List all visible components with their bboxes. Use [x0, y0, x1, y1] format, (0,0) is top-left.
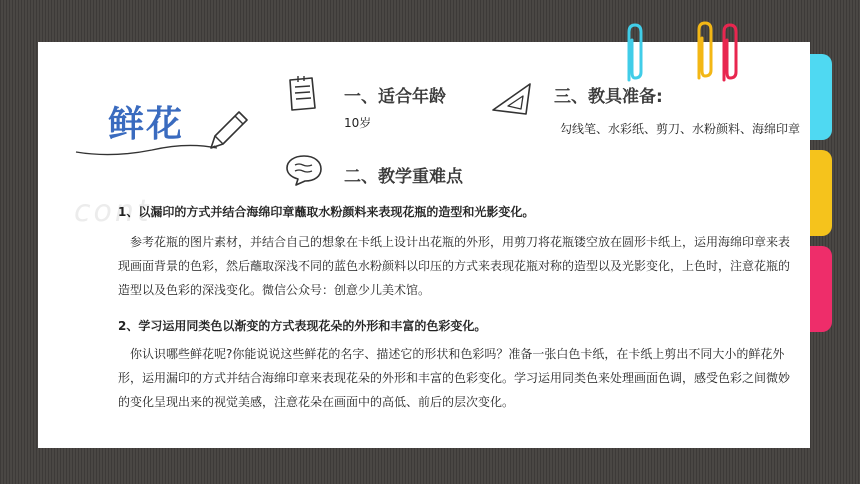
paperclip-icon: [622, 22, 648, 84]
page-title: 鲜花: [108, 104, 185, 145]
watermark-text: cont: [74, 194, 152, 229]
section3-heading: 三、教具准备:: [554, 87, 663, 107]
point2-title: 2、学习运用同类色以渐变的方式表现花朵的外形和丰富的色彩变化。: [118, 319, 487, 333]
pencil-icon: [205, 108, 249, 154]
paperclip-icon: [717, 22, 743, 84]
point1-title: 1、以漏印的方式并结合海绵印章蘸取水粉颜料来表现花瓶的造型和光影变化。: [118, 205, 535, 219]
section3-value: 勾线笔、水彩纸、剪刀、水粉颜料、海绵印章: [560, 122, 801, 136]
point2-body: 你认识哪些鲜花呢?你能说说这些鲜花的名字、描述它的形状和色彩吗？准备一张白色卡纸，在卡纸上剪出不同大小的鲜花外形，运用漏印的方式并结合海绵印章来表现花朵的外形和丰富的色彩变化。学习运用同类色来处理画面色调，感受色彩之间微妙的变化呈现出来的视觉美感，注意花朵在画面中的高低、前后的层次变化。: [118, 347, 791, 409]
paperclip-icon: [692, 20, 718, 82]
section2-heading: 二、教学重难点: [344, 167, 463, 187]
section1-value: 10岁: [344, 116, 372, 130]
point1-body: 参考花瓶的图片素材，并结合自己的想象在卡纸上设计出花瓶的外形，用剪刀将花瓶镂空放在圆形卡纸上，运用海绵印章来表现画面背景的色彩，然后蘸取深浅不同的蓝色水粉颜料以印压的方式来表现花瓶对称的造型以及光影变化，上色时，注意花瓶的造型以及色彩的深浅变化。微信公众号：创意少儿美术馆。: [118, 235, 791, 297]
document-icon: [282, 74, 322, 114]
speech-bubble-icon: [284, 152, 324, 188]
section1-heading: 一、适合年龄: [344, 87, 446, 107]
set-square-icon: [490, 80, 536, 118]
